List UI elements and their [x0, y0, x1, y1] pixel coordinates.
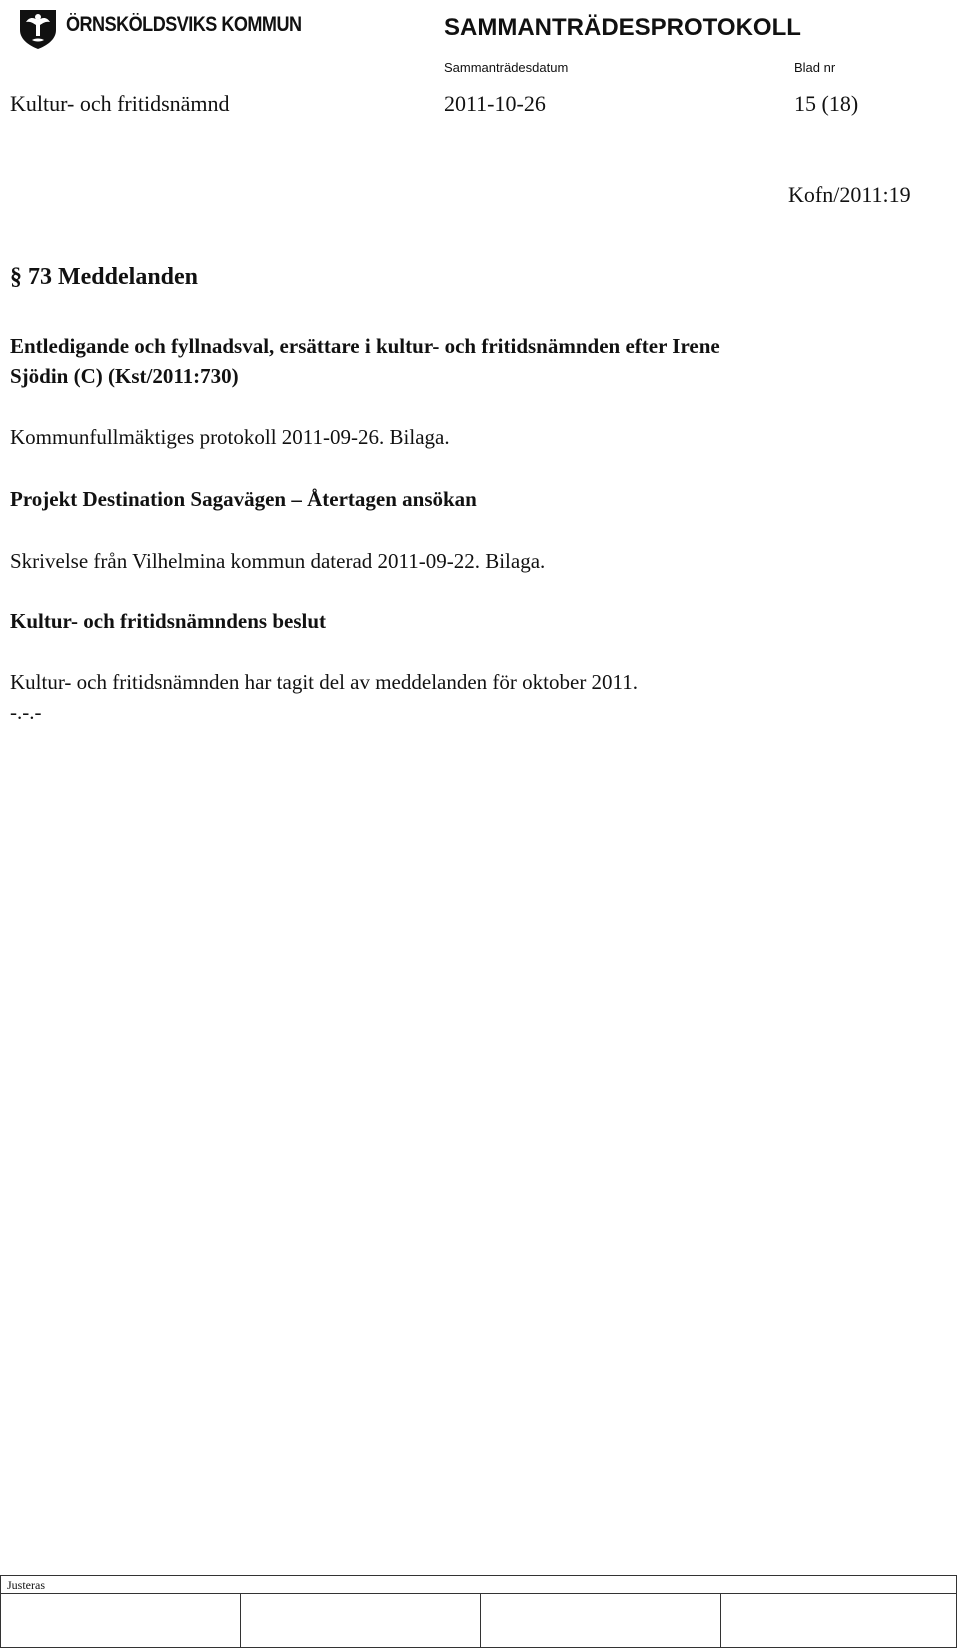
item-heading: Projekt Destination Sagavägen – Återtagen ansökan	[10, 487, 477, 511]
signature-box	[241, 1594, 481, 1648]
organization-name: ÖRNSKÖLDSVIKS KOMMUN	[66, 13, 302, 36]
item-text: Skrivelse från Vilhelmina kommun daterad 2011-09-22. Bilaga.	[10, 549, 546, 573]
item-text: Kommunfullmäktiges protokoll 2011-09-26. Bilaga.	[10, 425, 450, 449]
sign-label: Justeras	[7, 1578, 45, 1592]
signature-box	[1, 1594, 241, 1648]
signature-table	[0, 1575, 957, 1648]
meeting-date: 2011-10-26	[444, 91, 546, 116]
signature-box	[481, 1594, 721, 1648]
sign-label-cell	[1, 1576, 957, 1594]
document-type: SAMMANTRÄDESPROTOKOLL	[444, 14, 801, 41]
decision-heading: Kultur- och fritidsnämndens beslut	[10, 609, 327, 633]
date-label: Sammanträdesdatum	[444, 60, 569, 75]
case-reference: Kofn/2011:19	[788, 182, 911, 207]
decision-text: Kultur- och fritidsnämnden har tagit del av meddelanden för oktober 2011.	[10, 670, 639, 694]
item-heading-continued: Sjödin (C) (Kst/2011:730)	[10, 364, 239, 388]
municipal-crest-icon	[18, 8, 58, 50]
section-title: § 73 Meddelanden	[10, 264, 199, 290]
page-number: 15 (18)	[794, 91, 859, 116]
signature-box	[721, 1594, 957, 1648]
page-label: Blad nr	[794, 60, 836, 75]
item-heading: Entledigande och fyllnadsval, ersättare i kultur- och fritidsnämnden efter Irene	[10, 334, 720, 358]
end-mark: -.-.-	[10, 700, 42, 724]
committee-name: Kultur- och fritidsnämnd	[10, 91, 230, 116]
